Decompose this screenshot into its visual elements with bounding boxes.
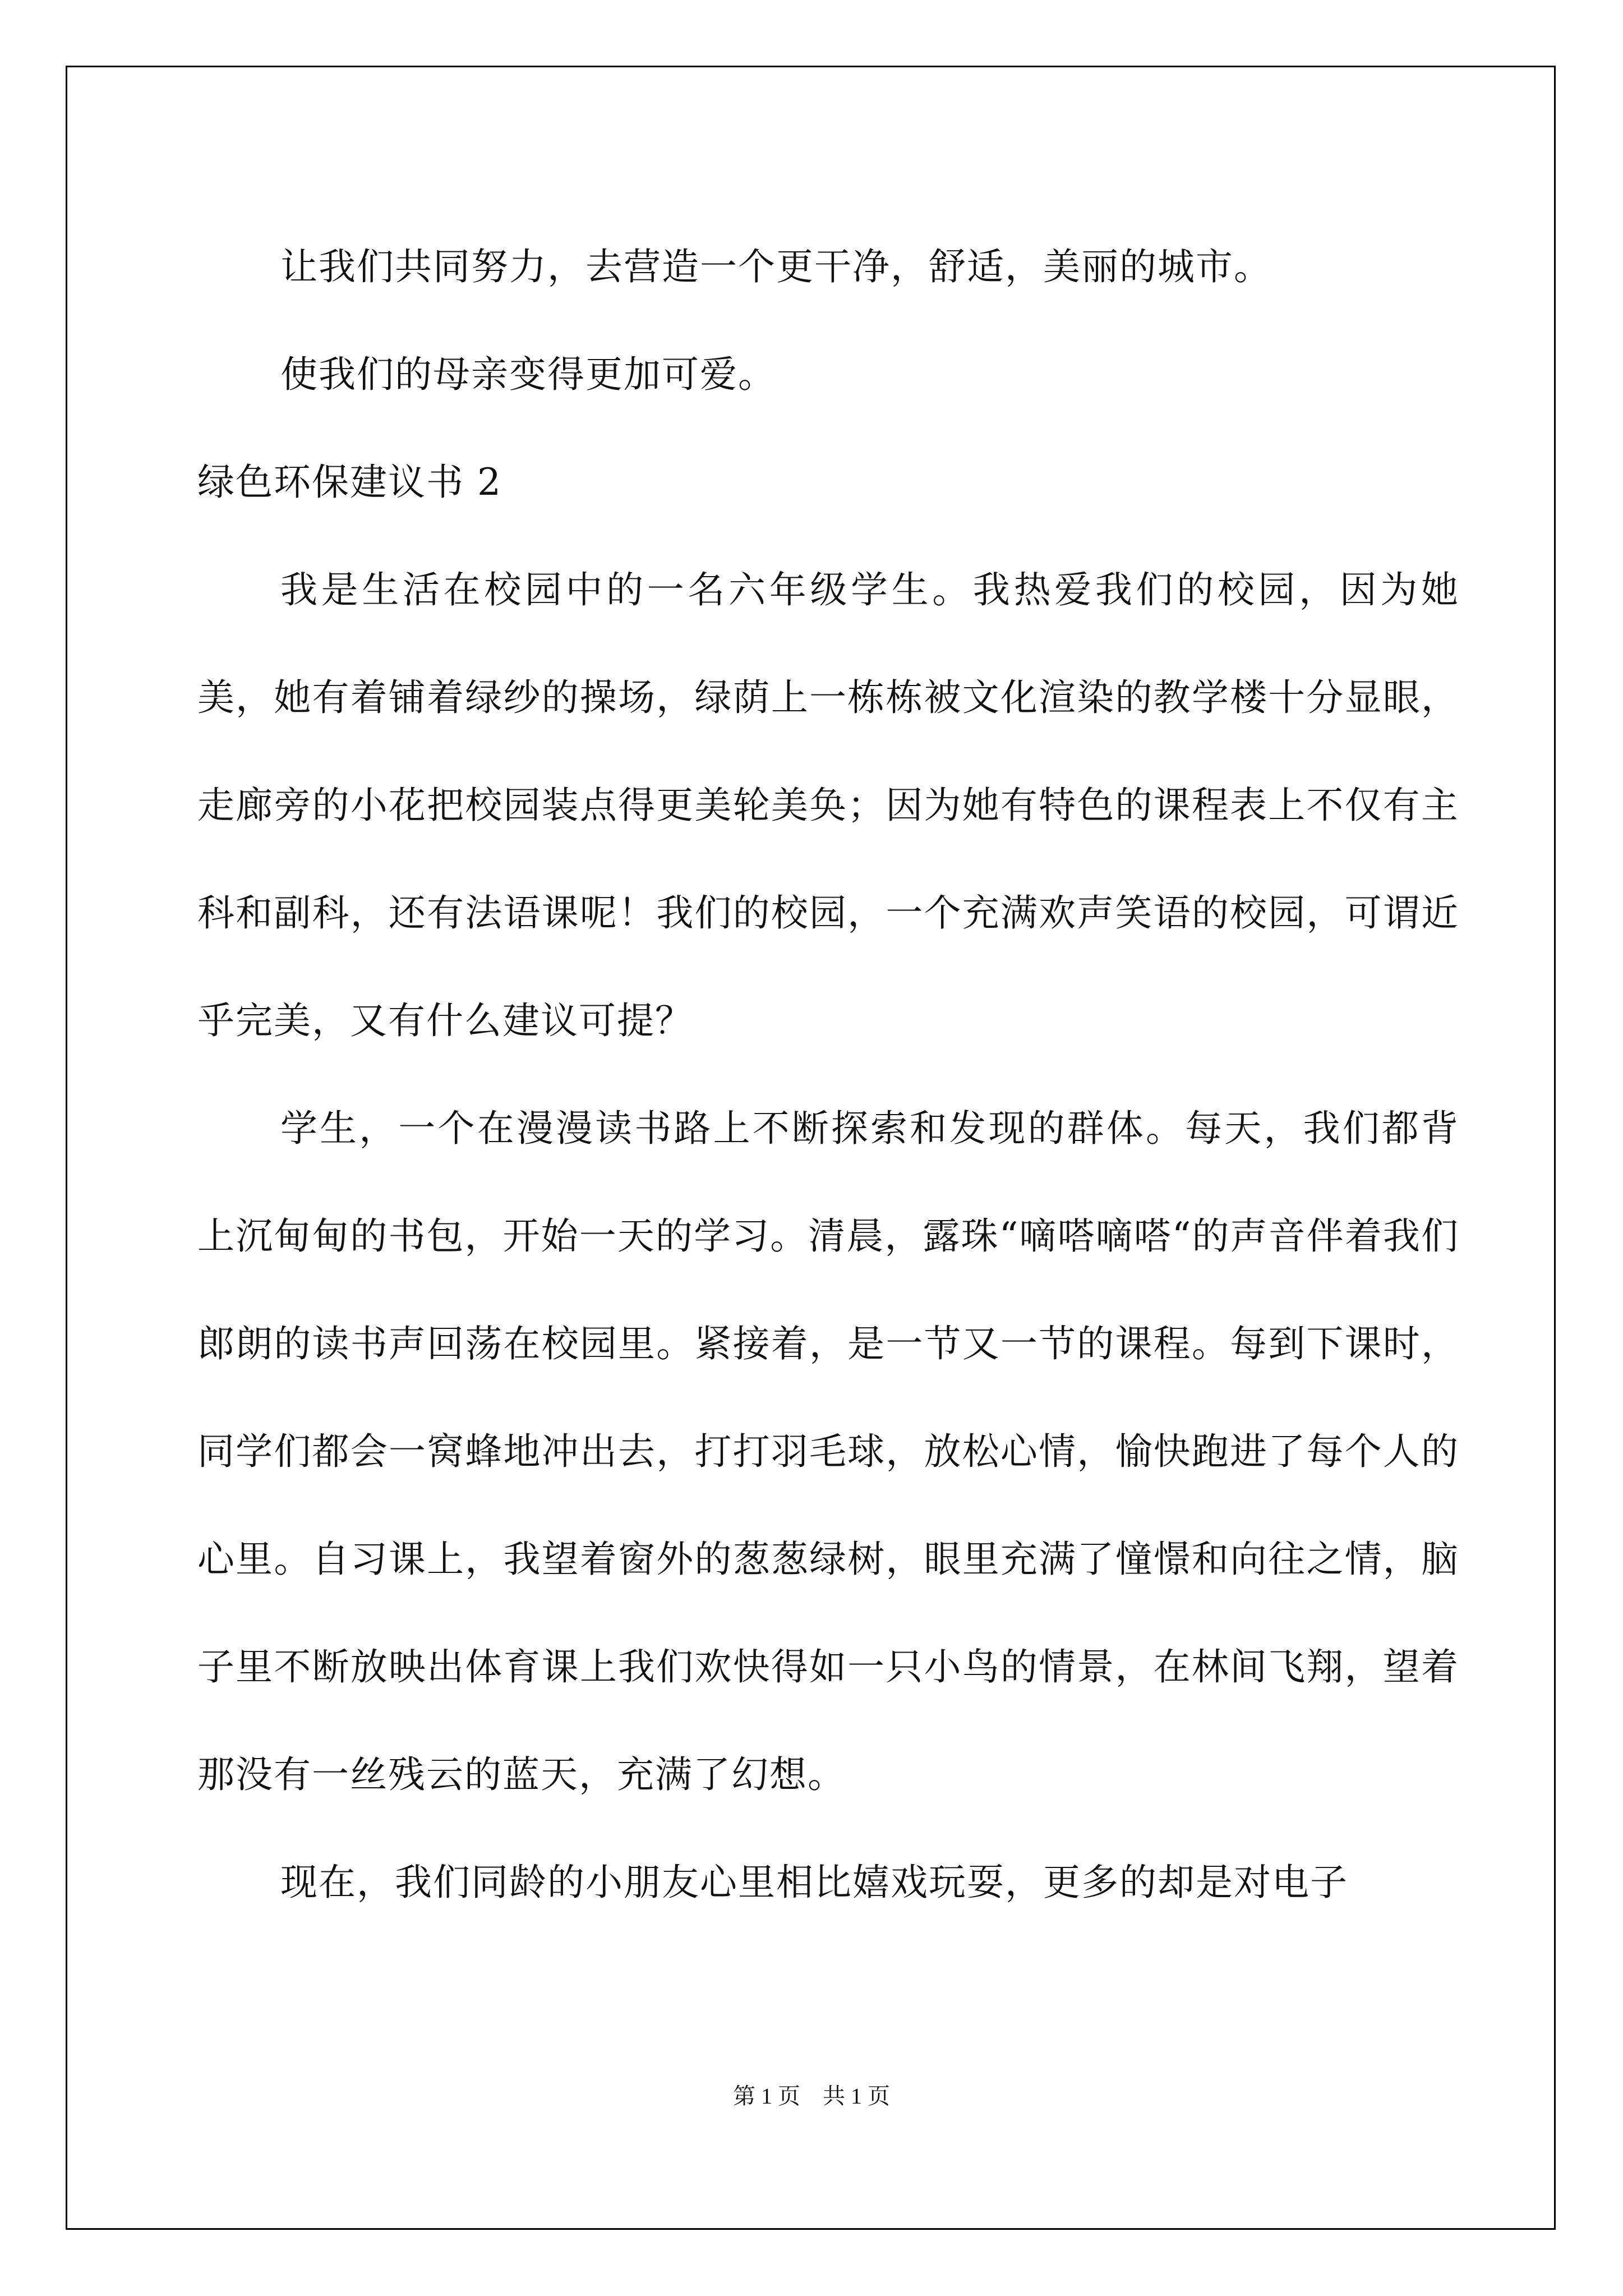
paragraph: 使我们的母亲变得更加可爱。 bbox=[280, 353, 776, 396]
paragraph: 让我们共同努力，去营造一个更干净，舒适，美丽的城市。 bbox=[280, 245, 1272, 288]
paragraph: 现在，我们同龄的小朋友心里相比嬉戏玩耍，更多的却是对电子 bbox=[280, 1861, 1348, 1904]
paragraph: 我是生活在校园中的一名六年级学生。我热爱我们的校园，因为她美，她有着铺着绿纱的操场，绿荫上一栋栋被文化渲染的教学楼十分显眼，走廊旁的小花把校园装点得更美轮美奂；因为她有特色的课程表上不仅有主科和副科，还有法语课呢！我们的校园，一个充满欢声笑语的校园，可谓近乎完美，又有什么建议可提？ bbox=[197, 568, 1459, 1042]
section-heading: 绿色环保建议书 2 bbox=[197, 461, 502, 504]
document-body bbox=[197, 213, 1459, 1936]
paragraph: 学生，一个在漫漫读书路上不断探索和发现的群体。每天，我们都背上沉甸甸的书包，开始一天的学习。清晨，露珠“嘀嗒嘀嗒“的声音伴着我们郎朗的读书声回荡在校园里。紧接着，是一节又一节的课程。每到下课时，同学们都会一窝蜂地冲出去，打打羽毛球，放松心情，愉快跑进了每个人的心里。自习课上，我望着窗外的葱葱绿树，眼里充满了憧憬和向往之情，脑子里不断放映出体育课上我们欢快得如一只小鸟的情景，在林间飞翔，望着那没有一丝残云的蓝天，充满了幻想。 bbox=[197, 1107, 1459, 1796]
page-number-footer: 第 1 页 共 1 页 bbox=[733, 2083, 890, 2109]
